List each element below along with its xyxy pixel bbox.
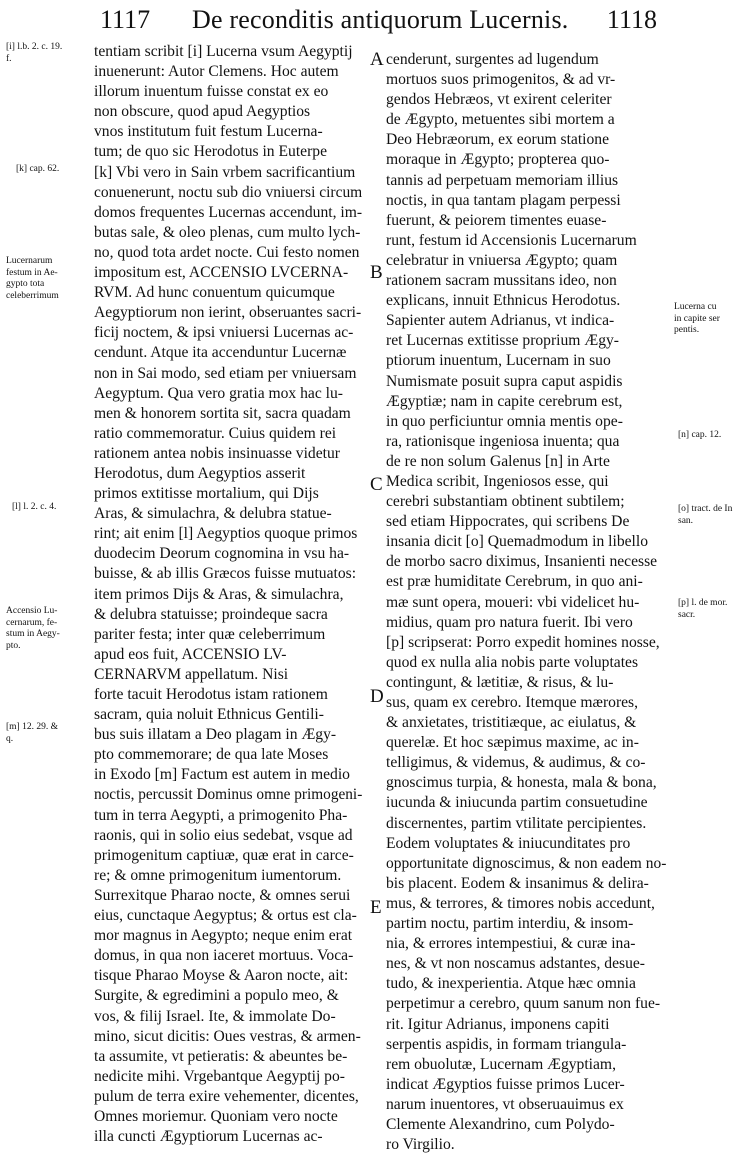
text-line: explicans, innuit Ethnicus Herodotus.: [386, 292, 621, 310]
text-line: no, quod tota ardet nocte. Cui festo nomen: [94, 243, 360, 261]
page-number-right: 1118: [606, 5, 657, 34]
text-line: Eodem voluptates & iniucunditates pro: [386, 834, 631, 852]
text-line: pto commemorare; de qua late Moses: [94, 746, 329, 764]
page-number-left: 1117: [100, 5, 151, 34]
text-line: conuenerunt, noctu sub dio vniuersi circum: [94, 183, 363, 201]
text-line: sed etiam Hippocrates, qui scribens De: [386, 513, 630, 531]
text-line: ro Virgilio.: [386, 1136, 455, 1154]
text-line: bus suis illatam a Deo plagam in Ægy-: [94, 726, 337, 744]
text-line: narum inuentores, vt obseruauimus ex: [386, 1095, 624, 1113]
margin-note-k: [k] cap. 62.: [16, 164, 60, 174]
text-line: querelæ. Et hoc sæpimus maxime, ac in-: [386, 734, 639, 752]
text-line: rint; ait enim [l] Aegyptios quoque primos: [94, 525, 358, 543]
section-letter-c: C: [370, 474, 383, 495]
text-line: nes, & vt non noscamus adstantes, desue-: [386, 955, 645, 973]
text-line: item primos Dijs & Aras, & simulachra,: [94, 585, 344, 603]
text-line: quod ex nulla alia nobis parte voluptates: [386, 653, 639, 671]
text-line: Deo Hebræorum, ex eorum statione: [386, 131, 610, 149]
text-line: mæ sunt opera, moueri: vbi videlicet hu-: [386, 593, 640, 611]
text-line: ra, rationisque ingeniosa inuenta; qua: [386, 432, 620, 450]
text-line: RVM. Ad hunc conuentum quicumque: [94, 284, 335, 302]
margin-note-lucernarum-festum: Lucernarum festum in Ae- gypto tota celeberrimum: [6, 256, 59, 301]
text-line: illorum inuentum fuisse constat ex eo: [94, 83, 329, 101]
text-line: re; & omne primogenitum iumentorum.: [94, 866, 342, 884]
text-line: tum in terra Aegypti, a primogenito Pha-: [94, 806, 348, 824]
section-letter-a: A: [370, 49, 384, 70]
section-letter-b: B: [370, 262, 383, 283]
text-line: discernentes, partim vtilitate percipientes.: [386, 814, 647, 832]
text-line: Clemente Alexandrino, cum Polydo-: [386, 1115, 615, 1133]
text-line: illa cuncti Ægyptiorum Lucernas ac-: [94, 1128, 323, 1146]
text-line: rationem antea nobis insinuasse videtur: [94, 444, 340, 462]
text-line: Numismate posuit supra caput aspidis: [386, 372, 623, 390]
text-line: mortuos suos primogenitos, & ad vr-: [386, 71, 616, 89]
text-line: [k] Vbi vero in Sain vrbem sacrificantium: [94, 163, 356, 181]
text-line: ratio commemoratur. Cuius quidem rei: [94, 424, 337, 442]
text-line: & delubra statuisse; proindeque sacra: [94, 605, 328, 623]
text-line: midius, quam pro natura fuerit. Ibi vero: [386, 613, 633, 631]
text-line: tannis ad perpetuam memoriam illius: [386, 171, 619, 189]
margin-note-l: [l] l. 2. c. 4.: [12, 502, 57, 512]
text-line: pariter festa; inter quæ celeberrimum: [94, 625, 326, 643]
text-line: tentiam scribit [i] Lucerna vsum Aegyptij: [94, 43, 353, 60]
right-column-text: [386, 50, 666, 1155]
text-line: mus, & terrores, & timores nobis accedunt,: [386, 894, 655, 912]
text-line: ta assumite, vt petieratis: & abeuntes be-: [94, 1047, 348, 1065]
margin-note-m: [m] 12. 29. & q.: [6, 722, 58, 744]
text-line: mino, sicut dicitis: Oues vestras, & armen-: [94, 1027, 361, 1045]
text-line: [p] scripserat: Porro expedit homines nosse,: [386, 633, 660, 651]
text-line: gendos Hebræos, vt exirent celeriter: [386, 91, 612, 109]
text-line: opportunitate dignoscimus, & non eadem no-: [386, 854, 667, 872]
text-line: de morbo sacro diximus, Insanienti necesse: [386, 553, 658, 571]
text-line: est præ humiditate Cerebrum, in quo ani-: [386, 573, 643, 591]
text-line: pulum de terra exire vehementer, dicentes,: [94, 1087, 359, 1105]
margin-note-n: [n] cap. 12.: [678, 430, 722, 440]
text-line: noctis, in qua tantam plagam perpessi: [386, 191, 621, 209]
text-line: domus, in qua non iaceret mortuus. Voca-: [94, 947, 354, 965]
margin-note-o: [o] tract. de In san.: [678, 504, 733, 526]
text-line: ficij noctem, & ipsi vniuersi Lucernas ac-: [94, 324, 354, 342]
text-line: Herodotus, dum Aegyptios asserit: [94, 464, 306, 482]
text-line: partim noctu, partim interdiu, & insom-: [386, 915, 634, 933]
text-line: Ægyptiæ; nam in capite cerebrum est,: [386, 392, 623, 410]
text-line: contingunt, & lætitiæ, & risus, & lu-: [386, 673, 614, 691]
text-line: de re non solum Galenus [n] in Arte: [386, 452, 610, 470]
text-line: buisse, & ab illis Græcos fuisse mutuatos:: [94, 565, 357, 583]
margin-note-p: [p] l. de mor. sacr.: [678, 598, 728, 620]
text-line: insania dicit [o] Quemadmodum in libello: [386, 533, 649, 551]
text-line: butas sale, & oleo plenas, cum multo lych-: [94, 223, 361, 241]
text-line: fuerunt, & peiorem timentes euase-: [386, 211, 607, 229]
text-line: in quo perficiuntur omnia mentis ope-: [386, 412, 623, 430]
text-line: rem obuolutæ, Lucernam Ægyptiam,: [386, 1055, 616, 1073]
text-line: cendunt. Atque ita accenduntur Lucernæ: [94, 344, 347, 362]
text-line: Aras, & simulachra, & delubra statue-: [94, 505, 332, 523]
text-line: vnos institutum fuit festum Lucerna-: [94, 123, 323, 141]
text-line: raonis, qui in solio eius sedebat, vsque ad: [94, 826, 353, 844]
text-line: noctis, percussit Dominus omne primogeni-: [94, 786, 363, 804]
text-line: cenderunt, surgentes ad lugendum: [386, 51, 599, 68]
text-line: cerebri substantiam obtinent subtilem;: [386, 493, 625, 511]
margin-note-accensio: Accensio Lu- cernarum, fe- stum in Aegy- pto.: [6, 606, 60, 651]
text-line: duodecim Deorum cognomina in vsu ha-: [94, 545, 350, 563]
text-line: Aegyptum. Qua vero gratia mox hac lu-: [94, 384, 343, 402]
text-line: inuenerunt: Autor Clemens. Hoc autem: [94, 63, 339, 81]
text-line: forte tacuit Herodotus istam rationem: [94, 686, 328, 703]
text-line: de Ægypto, metuentes sibi mortem a: [386, 111, 615, 129]
margin-note-lucerna-capite: Lucerna cu in capite ser pentis.: [674, 302, 720, 335]
text-line: moraque in Ægypto; propterea quo-: [386, 151, 610, 169]
text-line: impositum est, ACCENSIO LVCERNA-: [94, 264, 349, 282]
text-line: celebratur in vniuersa Ægypto; quam: [386, 251, 618, 269]
left-column-text: [94, 42, 362, 1147]
text-line: telligimus, & videmus, & audimus, & co-: [386, 754, 646, 772]
text-line: & anxietates, tristitiæque, ac eiulatus, &: [386, 714, 637, 732]
text-line: nia, & errores intempestiui, & curæ ina-: [386, 935, 636, 953]
text-line: Omnes moriemur. Quoniam vero nocte: [94, 1107, 338, 1125]
text-line: sus, quam ex cerebro. Itemque mærores,: [386, 694, 639, 711]
text-line: rationem sacram mussitans ideo, non: [386, 272, 617, 290]
text-line: gnoscimus turpia, & honesta, mala & bona,: [386, 774, 657, 792]
text-line: primogenitum captiuæ, quæ erat in carce-: [94, 846, 354, 864]
text-line: runt, festum id Accensionis Lucernarum: [386, 231, 637, 249]
section-letter-e: E: [370, 897, 382, 918]
text-line: iucunda & iniucunda partim consuetudine: [386, 794, 648, 812]
text-line: nedicite mihi. Vrgebantque Aegyptij po-: [94, 1067, 345, 1085]
text-line: perpetimur a cerebro, quum sanum non fue-: [386, 995, 661, 1013]
text-line: mor magnus in Aegypto; neque enim erat: [94, 927, 353, 945]
section-letter-d: D: [370, 686, 384, 707]
text-line: Medica scribit, Ingeniosos esse, qui: [386, 472, 609, 490]
text-line: Surgite, & egredimini a populo meo, &: [94, 987, 339, 1005]
text-line: sacram, quia noluit Ethnicus Gentili-: [94, 706, 324, 724]
text-line: rit. Igitur Adrianus, imponens capiti: [386, 1015, 610, 1033]
text-line: ret Lucernas extitisse proprium Ægy-: [386, 332, 619, 350]
text-line: Sapienter autem Adrianus, vt indica-: [386, 312, 615, 330]
text-line: indicat Ægyptios fuisse primos Lucer-: [386, 1075, 625, 1093]
text-line: in Exodo [m] Factum est autem in medio: [94, 766, 350, 784]
text-line: tisque Pharao Moyse & Aaron nocte, ait:: [94, 967, 349, 985]
text-line: domos frequentes Lucernas accendunt, im-: [94, 203, 363, 221]
text-line: non in Sai modo, sed etiam per vniuersam: [94, 364, 357, 382]
text-line: Surrexitque Pharao nocte, & omnes serui: [94, 886, 351, 904]
text-line: bis placent. Eodem & insanimus & delira-: [386, 874, 649, 892]
text-line: tum; de quo sic Herodotus in Euterpe: [94, 143, 327, 161]
text-line: ptiorum inuentum, Lucernam in suo: [386, 352, 611, 370]
text-line: non obscure, quod apud Aegyptios: [94, 103, 311, 121]
text-line: apud eos fuit, ACCENSIO LV-: [94, 645, 287, 663]
text-line: eius, cunctaque Aegyptus; & ortus est cla-: [94, 907, 357, 925]
text-line: primos extitisse mortalium, qui Dijs: [94, 485, 319, 503]
text-line: CERNARVM appellatum. Nisi: [94, 665, 289, 683]
text-line: vos, & filij Israel. Ite, & immolate Do-: [94, 1007, 336, 1025]
margin-note-i: [i] l.b. 2. c. 19. f.: [6, 42, 63, 64]
text-line: tudo, & inexperientia. Atque hæc omnia: [386, 975, 636, 993]
text-line: serpentis aspidis, in formam triangula-: [386, 1035, 627, 1053]
running-title: De reconditis antiquorum Lucernis.: [192, 5, 569, 34]
text-line: Aegyptiorum non ierint, obseruantes sacri-: [94, 304, 362, 322]
text-line: men & honorem sortita sit, sacra quadam: [94, 404, 351, 422]
